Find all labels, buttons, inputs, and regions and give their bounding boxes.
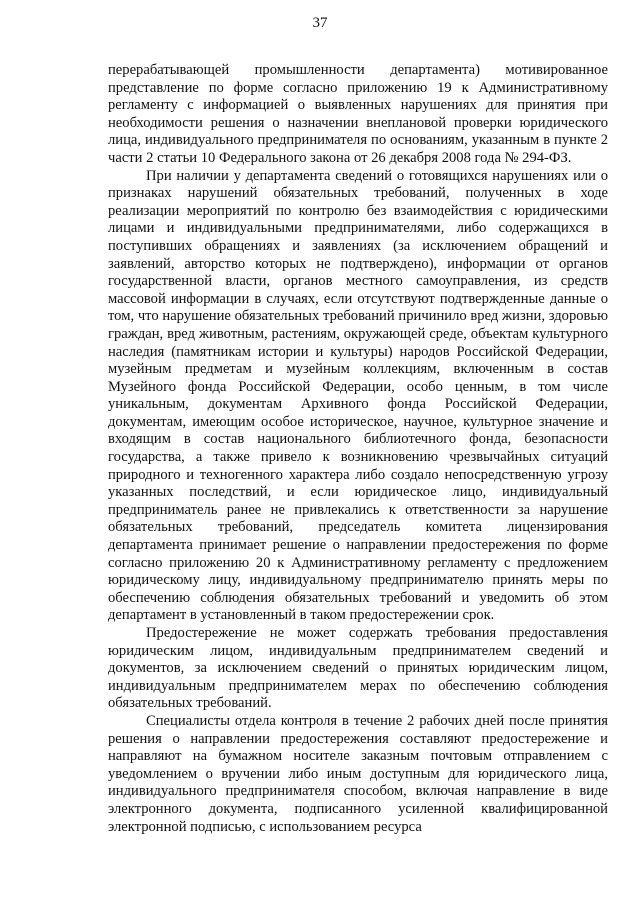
paragraph-warning-restrictions: Предостережение не может содержать требования предоставления юридическим лицом, индивидуальным предпринимателем сведений и документов, за исключением сведений о принятых юридическим лицом, индивидуальным предпринимателем мерах по обеспечению соблюдения обязательных требований.	[108, 625, 608, 712]
document-body	[108, 62, 608, 836]
paragraph-warning-delivery: Специалисты отдела контроля в течение 2 рабочих дней после принятия решения о направлении предостережения составляют предостережение и направляют на бумажном носителе заказным почтовым отправлением с уведомлением о вручении либо иным доступным для юридического лица, индивидуального предпринимателя способом, включая направление в виде электронного документа, подписанного усиленной квалифицированной электронной подписью, с использованием ресурса	[108, 712, 608, 835]
page-number: 37	[312, 15, 328, 31]
paragraph-warning-conditions: При наличии у департамента сведений о готовящихся нарушениях или о признаках нарушений обязательных требований, полученных в ходе реализации мероприятий по контролю без взаимодействия с юридическими лицами и индивидуальными предпринимателями, либо содержащихся в поступивших обращениях и заявлениях (за исключением обращений и заявлений, авторство которых не подтверждено), информации от органов государственной власти, органов местного самоуправления, из средств массовой информации в случаях, если отсутствуют подтвержденные данные о том, что нарушение обязательных требований причинило вред жизни, здоровью граждан, вред животным, растениям, окружающей среде, объектам культурного наследия (памятникам истории и культуры) народов Российской Федерации, музейным предметам и музейным коллекциям, включенным в состав Музейного фонда Российской Федерации, особо ценным, в том числе уникальным, документам Архивного фонда Российской Федерации, документам, имеющим особое историческое, научное, культурное значение и входящим в состав национального библиотечного фонда, безопасности государства, а также привело к возникновению чрезвычайных ситуаций природного и техногенного характера либо создало непосредственную угрозу указанных последствий, и если юридическое лицо, индивидуальный предприниматель ранее не привлекались к ответственности за нарушение обязательных требований, председатель комитета лицензирования департамента принимает решение о направлении предостережения по форме согласно приложению 20 к Административному регламенту с предложением юридическому лицу, индивидуальному предпринимателю принять меры по обеспечению соблюдения обязательных требований и уведомить об этом департамент в установленный в таком предостережении срок.	[108, 167, 608, 624]
paragraph-continuation: перерабатывающей промышленности департамента) мотивированное представление по форме согласно приложению 19 к Административному регламенту с информацией о выявленных нарушениях для принятия при необходимости решения о назначении внеплановой проверки юридического лица, индивидуального предпринимателя по основаниям, указанным в пункте 2 части 2 статьи 10 Федерального закона от 26 декабря 2008 года № 294-ФЗ.	[108, 62, 608, 166]
